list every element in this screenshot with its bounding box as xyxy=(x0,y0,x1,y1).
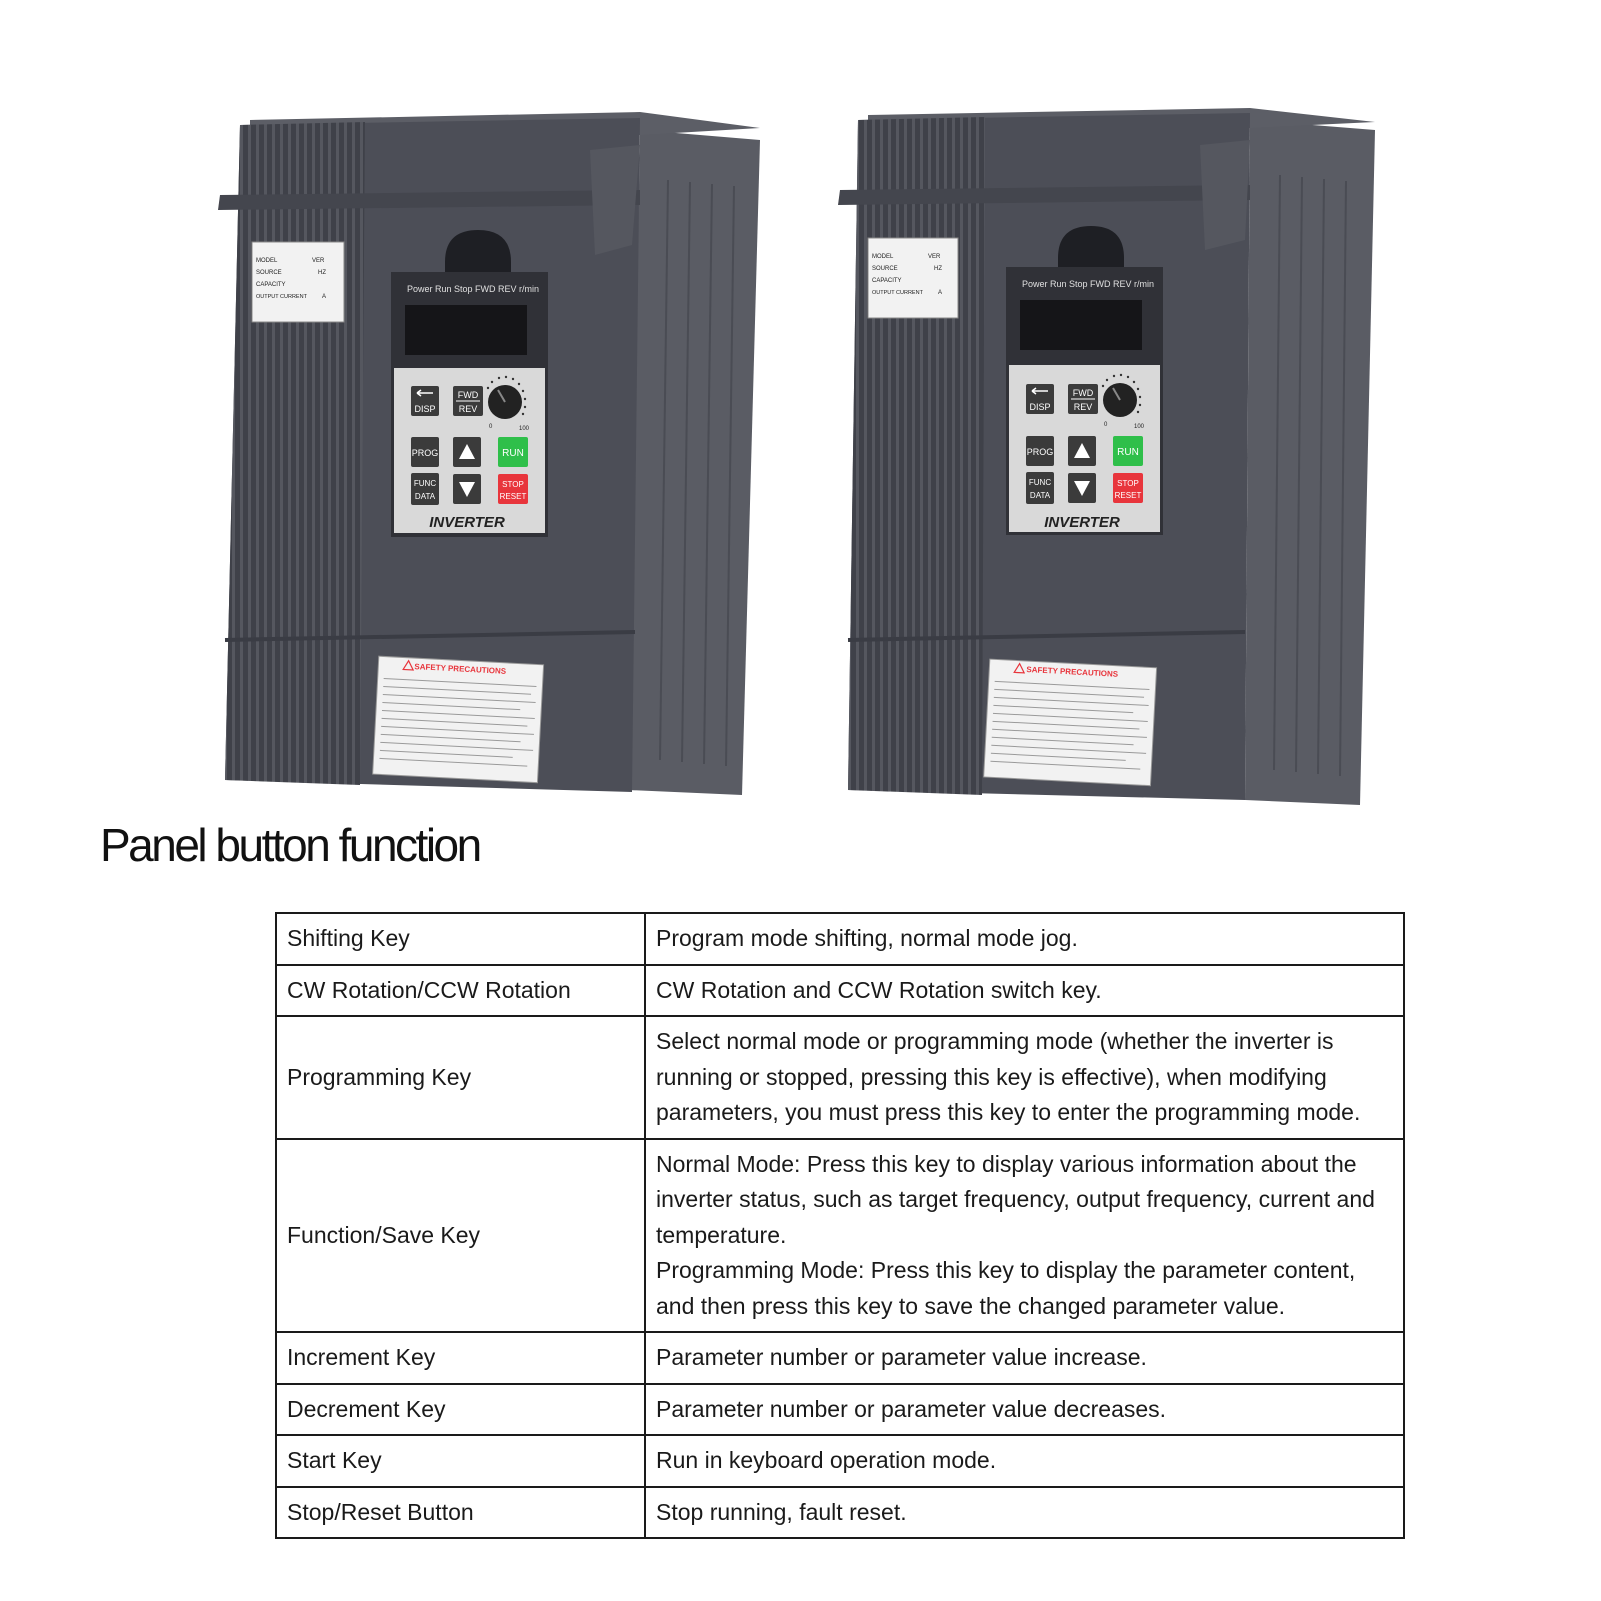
nameplate-source-1: SOURCE xyxy=(256,270,282,276)
inverter-unit-1 xyxy=(218,112,760,795)
table-row xyxy=(276,1487,1404,1539)
reset-label-1: RESET xyxy=(499,492,527,501)
data-label-2: DATA xyxy=(1029,491,1051,500)
key-name-cell: Decrement Key xyxy=(276,1384,645,1436)
table-row xyxy=(276,913,1404,965)
fwd-label-1: FWD xyxy=(457,390,479,400)
description-paragraph: Select normal mode or programming mode (whether the inverter is running or stopped, pressing this key is effective), when modifying parameters, you must press this key to enter the programming mode. xyxy=(656,1028,1361,1125)
run-label-2: RUN xyxy=(1117,447,1139,458)
key-description-cell xyxy=(645,1435,1404,1487)
keypad-1 xyxy=(391,272,548,537)
safety-label-2 xyxy=(984,659,1157,786)
disp-label-2: DISP xyxy=(1029,402,1051,412)
data-label-1: DATA xyxy=(414,492,436,501)
key-name-cell: Stop/Reset Button xyxy=(276,1487,645,1539)
nameplate-label-2 xyxy=(868,238,958,318)
key-description-cell xyxy=(645,1332,1404,1384)
description-paragraph: Parameter number or parameter value increase. xyxy=(656,1344,1147,1370)
inverter-brand-2: INVERTER xyxy=(1044,514,1120,531)
key-name-cell: Start Key xyxy=(276,1435,645,1487)
panel-indicators-2: Power Run Stop FWD REV r/min xyxy=(1022,279,1155,289)
table-row xyxy=(276,1332,1404,1384)
description-paragraph: Parameter number or parameter value decreases. xyxy=(656,1395,1167,1422)
stop-label-1: STOP xyxy=(502,480,524,489)
nameplate-model-1: MODEL xyxy=(256,258,278,264)
nameplate-unit-2: A xyxy=(938,290,943,296)
reset-label-2: RESET xyxy=(1114,491,1142,500)
nameplate-output-1: OUTPUT CURRENT xyxy=(256,294,307,300)
table-row xyxy=(276,1016,1404,1139)
nameplate-label-1 xyxy=(252,242,344,322)
key-name-cell: Programming Key xyxy=(276,1016,645,1139)
table-row xyxy=(276,1435,1404,1487)
nameplate-ver-2: VER xyxy=(928,254,941,260)
key-name-cell: Shifting Key xyxy=(276,913,645,965)
description-paragraph: CW Rotation and CCW Rotation switch key. xyxy=(656,976,1102,1003)
prog-label-2: PROG xyxy=(1026,447,1054,457)
rev-label-2: REV xyxy=(1073,402,1093,412)
inverter-unit-2 xyxy=(838,108,1375,805)
nameplate-model-2: MODEL xyxy=(872,254,894,260)
table-row xyxy=(276,1384,1404,1436)
safety-title-2: SAFETY PRECAUTIONS xyxy=(1026,665,1119,679)
nameplate-hz-1: HZ xyxy=(318,270,326,276)
description-paragraph: Programming Mode: Press this key to display the parameter content, and then press this key to save the changed parameter value. xyxy=(656,1257,1356,1319)
key-description-cell xyxy=(645,1139,1404,1333)
nameplate-source-2: SOURCE xyxy=(872,266,898,272)
key-description-cell xyxy=(645,1016,1404,1139)
disp-label-1: DISP xyxy=(414,404,436,414)
knob-min-2: 0 xyxy=(1104,422,1108,428)
description-paragraph: Stop running, fault reset. xyxy=(656,1498,907,1525)
safety-title-1: SAFETY PRECAUTIONS xyxy=(414,662,507,676)
knob-max-2: 100 xyxy=(1134,424,1145,430)
key-description-cell xyxy=(645,913,1404,965)
fwd-label-2: FWD xyxy=(1072,388,1094,398)
nameplate-hz-2: HZ xyxy=(934,266,942,272)
nameplate-ver-1: VER xyxy=(312,258,325,264)
inverter-brand-1: INVERTER xyxy=(429,514,505,531)
safety-label-1 xyxy=(373,656,544,782)
key-name-cell: Increment Key xyxy=(276,1332,645,1384)
run-label-1: RUN xyxy=(502,448,524,459)
key-name-cell: CW Rotation/CCW Rotation xyxy=(276,965,645,1017)
table-row xyxy=(276,1139,1404,1333)
nameplate-capacity-1: CAPACITY xyxy=(256,282,286,288)
page-heading: Panel button function xyxy=(100,819,480,871)
nameplate-unit-1: A xyxy=(322,294,327,300)
led-display-2 xyxy=(1020,300,1142,350)
nameplate-capacity-2: CAPACITY xyxy=(872,278,902,284)
panel-indicators-1: Power Run Stop FWD REV r/min xyxy=(407,284,540,294)
rev-label-1: REV xyxy=(458,404,478,414)
key-description-cell xyxy=(645,1487,1404,1539)
stop-label-2: STOP xyxy=(1117,479,1139,488)
led-display-1 xyxy=(405,305,527,355)
description-paragraph: Program mode shifting, normal mode jog. xyxy=(656,925,1078,951)
description-paragraph: Normal Mode: Press this key to display various information about the inverter status, such as target frequency, output frequency, current and temperature. xyxy=(656,1150,1375,1248)
knob-min-1: 0 xyxy=(489,424,493,430)
key-name-cell: Function/Save Key xyxy=(276,1139,645,1333)
nameplate-output-2: OUTPUT CURRENT xyxy=(872,290,923,296)
table-row xyxy=(276,965,1404,1017)
key-description-cell xyxy=(645,965,1404,1017)
func-label-1: FUNC xyxy=(413,479,437,488)
button-function-table xyxy=(275,912,1405,1539)
key-description-cell xyxy=(645,1384,1404,1436)
prog-label-1: PROG xyxy=(411,448,439,458)
func-label-2: FUNC xyxy=(1028,478,1052,487)
keypad-2 xyxy=(1006,267,1163,535)
description-paragraph: Run in keyboard operation mode. xyxy=(656,1447,997,1473)
knob-max-1: 100 xyxy=(519,426,530,432)
